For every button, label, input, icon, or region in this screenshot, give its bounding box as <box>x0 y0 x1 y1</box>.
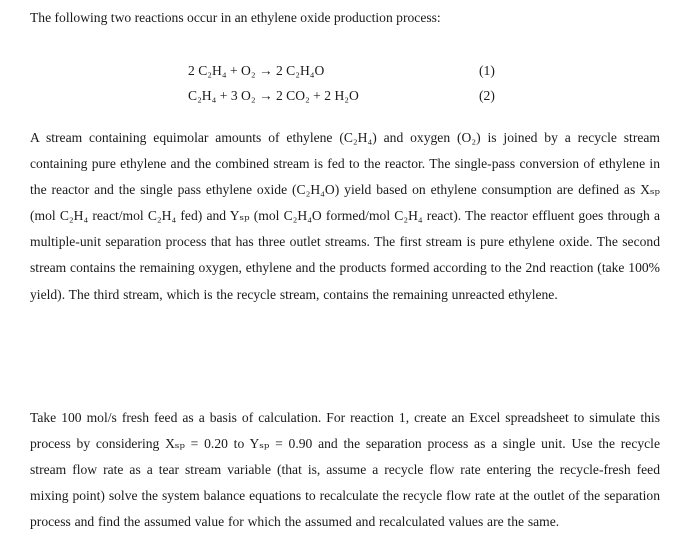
process-description-text: A stream containing equimolar amounts of ethylene (C₂H₄) and oxygen (O₂) is joined by a recycle stream containing pure ethylene and the combined stream is fed to the reactor. The single-pass conversion of ethylene in the reactor and the single pass ethylene oxide (C₂H₄O) yield based on ethylene consumption are defined as Xₛₚ (mol C₂H₄ react/mol C₂H₄ fed) and Yₛₚ (mol C₂H₄O formed/mol C₂H₄ react). The reactor effluent goes through a multiple-unit separation process that has three outlet streams. The first stream is pure ethylene oxide. The second stream contains the remaining oxygen, ethylene and the products formed according to the 2nd reaction (take 100% yield). The third stream, which is the recycle stream, contains the remaining unreacted ethylene. <box>30 130 660 302</box>
task-text: Take 100 mol/s fresh feed as a basis of calculation. For reaction 1, create an Excel spreadsheet to simulate this process by considering Xₛₚ = 0.20 to Yₛₚ = 0.90 and the separation process as a single unit. Use the recycle stream flow rate as a tear stream variable (that is, assume a recycle flow rate entering the recycle-fresh feed mixing point) solve the system balance equations to recalculate the recycle flow rate at the outlet of the separation process and find the assumed value for which the assumed and recalculated values are the same. <box>30 410 660 530</box>
reaction-1-equation: 2 C₂H₄ + O₂ → 2 C₂H₄O <box>188 63 325 78</box>
reaction-2-number: (2) <box>479 88 495 103</box>
reaction-2-equation: C₂H₄ + 3 O₂ → 2 CO₂ + 2 H₂O <box>188 88 359 103</box>
reaction-2 <box>0 87 688 105</box>
reaction-1-number: (1) <box>479 63 495 78</box>
reaction-1 <box>0 62 688 80</box>
intro-sentence: The following two reactions occur in an ethylene oxide production process: <box>30 10 441 25</box>
task-paragraph <box>30 405 660 535</box>
process-description-paragraph <box>30 125 660 308</box>
